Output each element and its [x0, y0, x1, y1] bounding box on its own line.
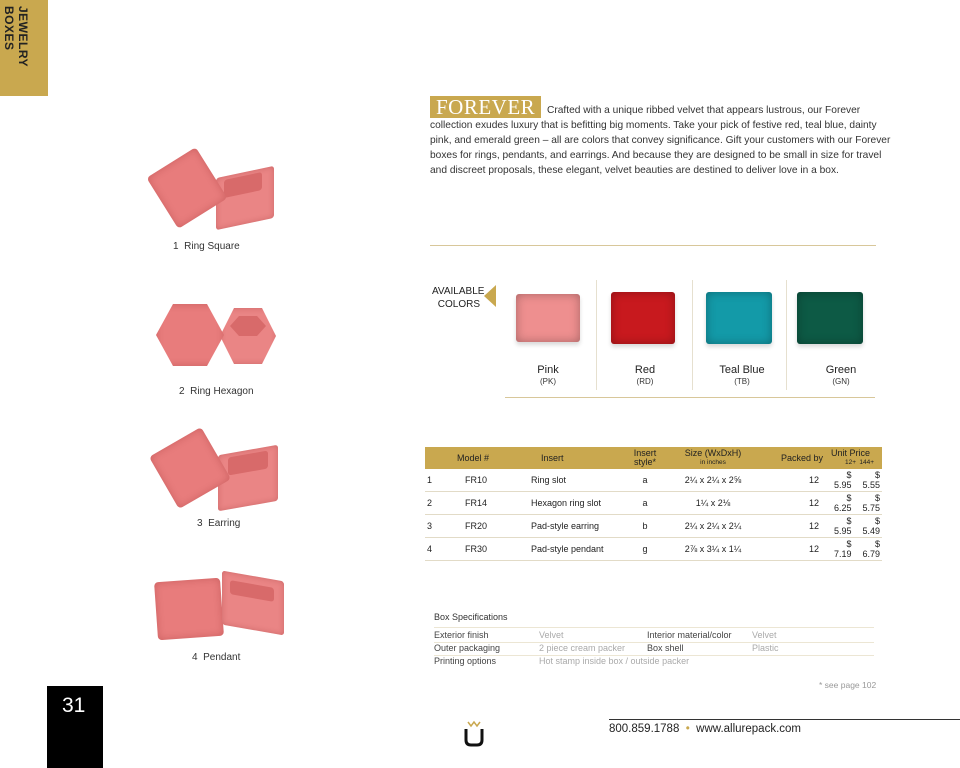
header-insert: Insert: [541, 452, 564, 463]
website-link[interactable]: www.allurepack.com: [696, 723, 801, 735]
header-model: Model #: [457, 452, 490, 463]
separator-dot: •: [685, 723, 690, 735]
color-swatch-pink: Pink (PK): [508, 280, 588, 390]
divider: [786, 280, 787, 390]
divider: [692, 280, 693, 390]
phone-number: 800.859.1788: [609, 723, 680, 735]
product-image-pendant: [150, 572, 290, 644]
divider: [505, 397, 875, 398]
footnote: * see page 102: [819, 680, 877, 690]
product-image-ring-hexagon: [150, 298, 280, 378]
section-tab: [0, 0, 48, 96]
divider: [434, 627, 874, 628]
table-header-row: [425, 447, 882, 469]
footer-contact: [609, 723, 801, 735]
page-number: 31: [62, 694, 86, 717]
product-caption-pendant: 4 Pendant: [192, 652, 241, 663]
arrow-left-icon: [484, 285, 496, 307]
product-image-earring: [150, 430, 290, 520]
divider: [596, 280, 597, 390]
table-row: 4 FR30 Pad-style pendant g 2⅞ x 3¼ x 1¼ 12 $ 7.19 $ 6.79: [427, 539, 880, 559]
brand-logo: [462, 720, 486, 753]
section-tab-label: JEWELRY BOXES: [2, 6, 30, 67]
color-swatch-red: Red (RD): [605, 280, 685, 390]
table-row: 3 FR20 Pad-style earring b 2¼ x 2¼ x 2¼ 12 $ 5.95 $ 5.49: [427, 516, 880, 536]
table-row: 1 FR10 Ring slot a 2¼ x 2¼ x 2⅝ 12 $ 5.95 $ 5.55: [427, 470, 880, 490]
header-insert-style: Insert style*: [633, 448, 657, 467]
available-colors-label: AVAILABLE COLORS: [432, 286, 485, 310]
divider: [430, 245, 876, 246]
product-image-ring-square: [150, 150, 280, 240]
footer-rule: [609, 719, 960, 720]
table-row: 2 FR14 Hexagon ring slot a 1¼ x 2⅛ 12 $ 6.25 $ 5.75: [427, 493, 880, 513]
header-packed-by: Packed by: [780, 452, 823, 463]
color-swatch-green: Green (GN): [801, 280, 881, 390]
specs-title: Box Specifications: [434, 612, 508, 622]
header-size: Size (WxDxH) in inches: [684, 448, 742, 466]
product-caption-ring-hexagon: 2 Ring Hexagon: [179, 386, 254, 397]
collection-title: FOREVER: [430, 96, 541, 118]
page-number-block: [47, 686, 103, 768]
pricing-table: [425, 447, 882, 561]
product-caption-ring-square: 1 Ring Square: [173, 241, 240, 252]
intro-paragraph: Crafted with a unique ribbed velvet that appears lustrous, our Forever collection exudes luxury that is befitting big moments. Take your pick of festive red, teal blue, dainty pink, and emerald green – all are colors that convey significance. Gift your customers with our Forever boxes for rings, pendants, and earrings. And because they are designed to be small in size for travel and discreet proposals, these elegant, velvet beauties are destined to deliver love in a box.: [430, 105, 891, 176]
product-caption-earring: 3 Earring: [197, 518, 241, 529]
header-unit-price: Unit Price 12+ 144+: [830, 448, 874, 466]
color-swatch-teal-blue: Teal Blue (TB): [702, 280, 782, 390]
